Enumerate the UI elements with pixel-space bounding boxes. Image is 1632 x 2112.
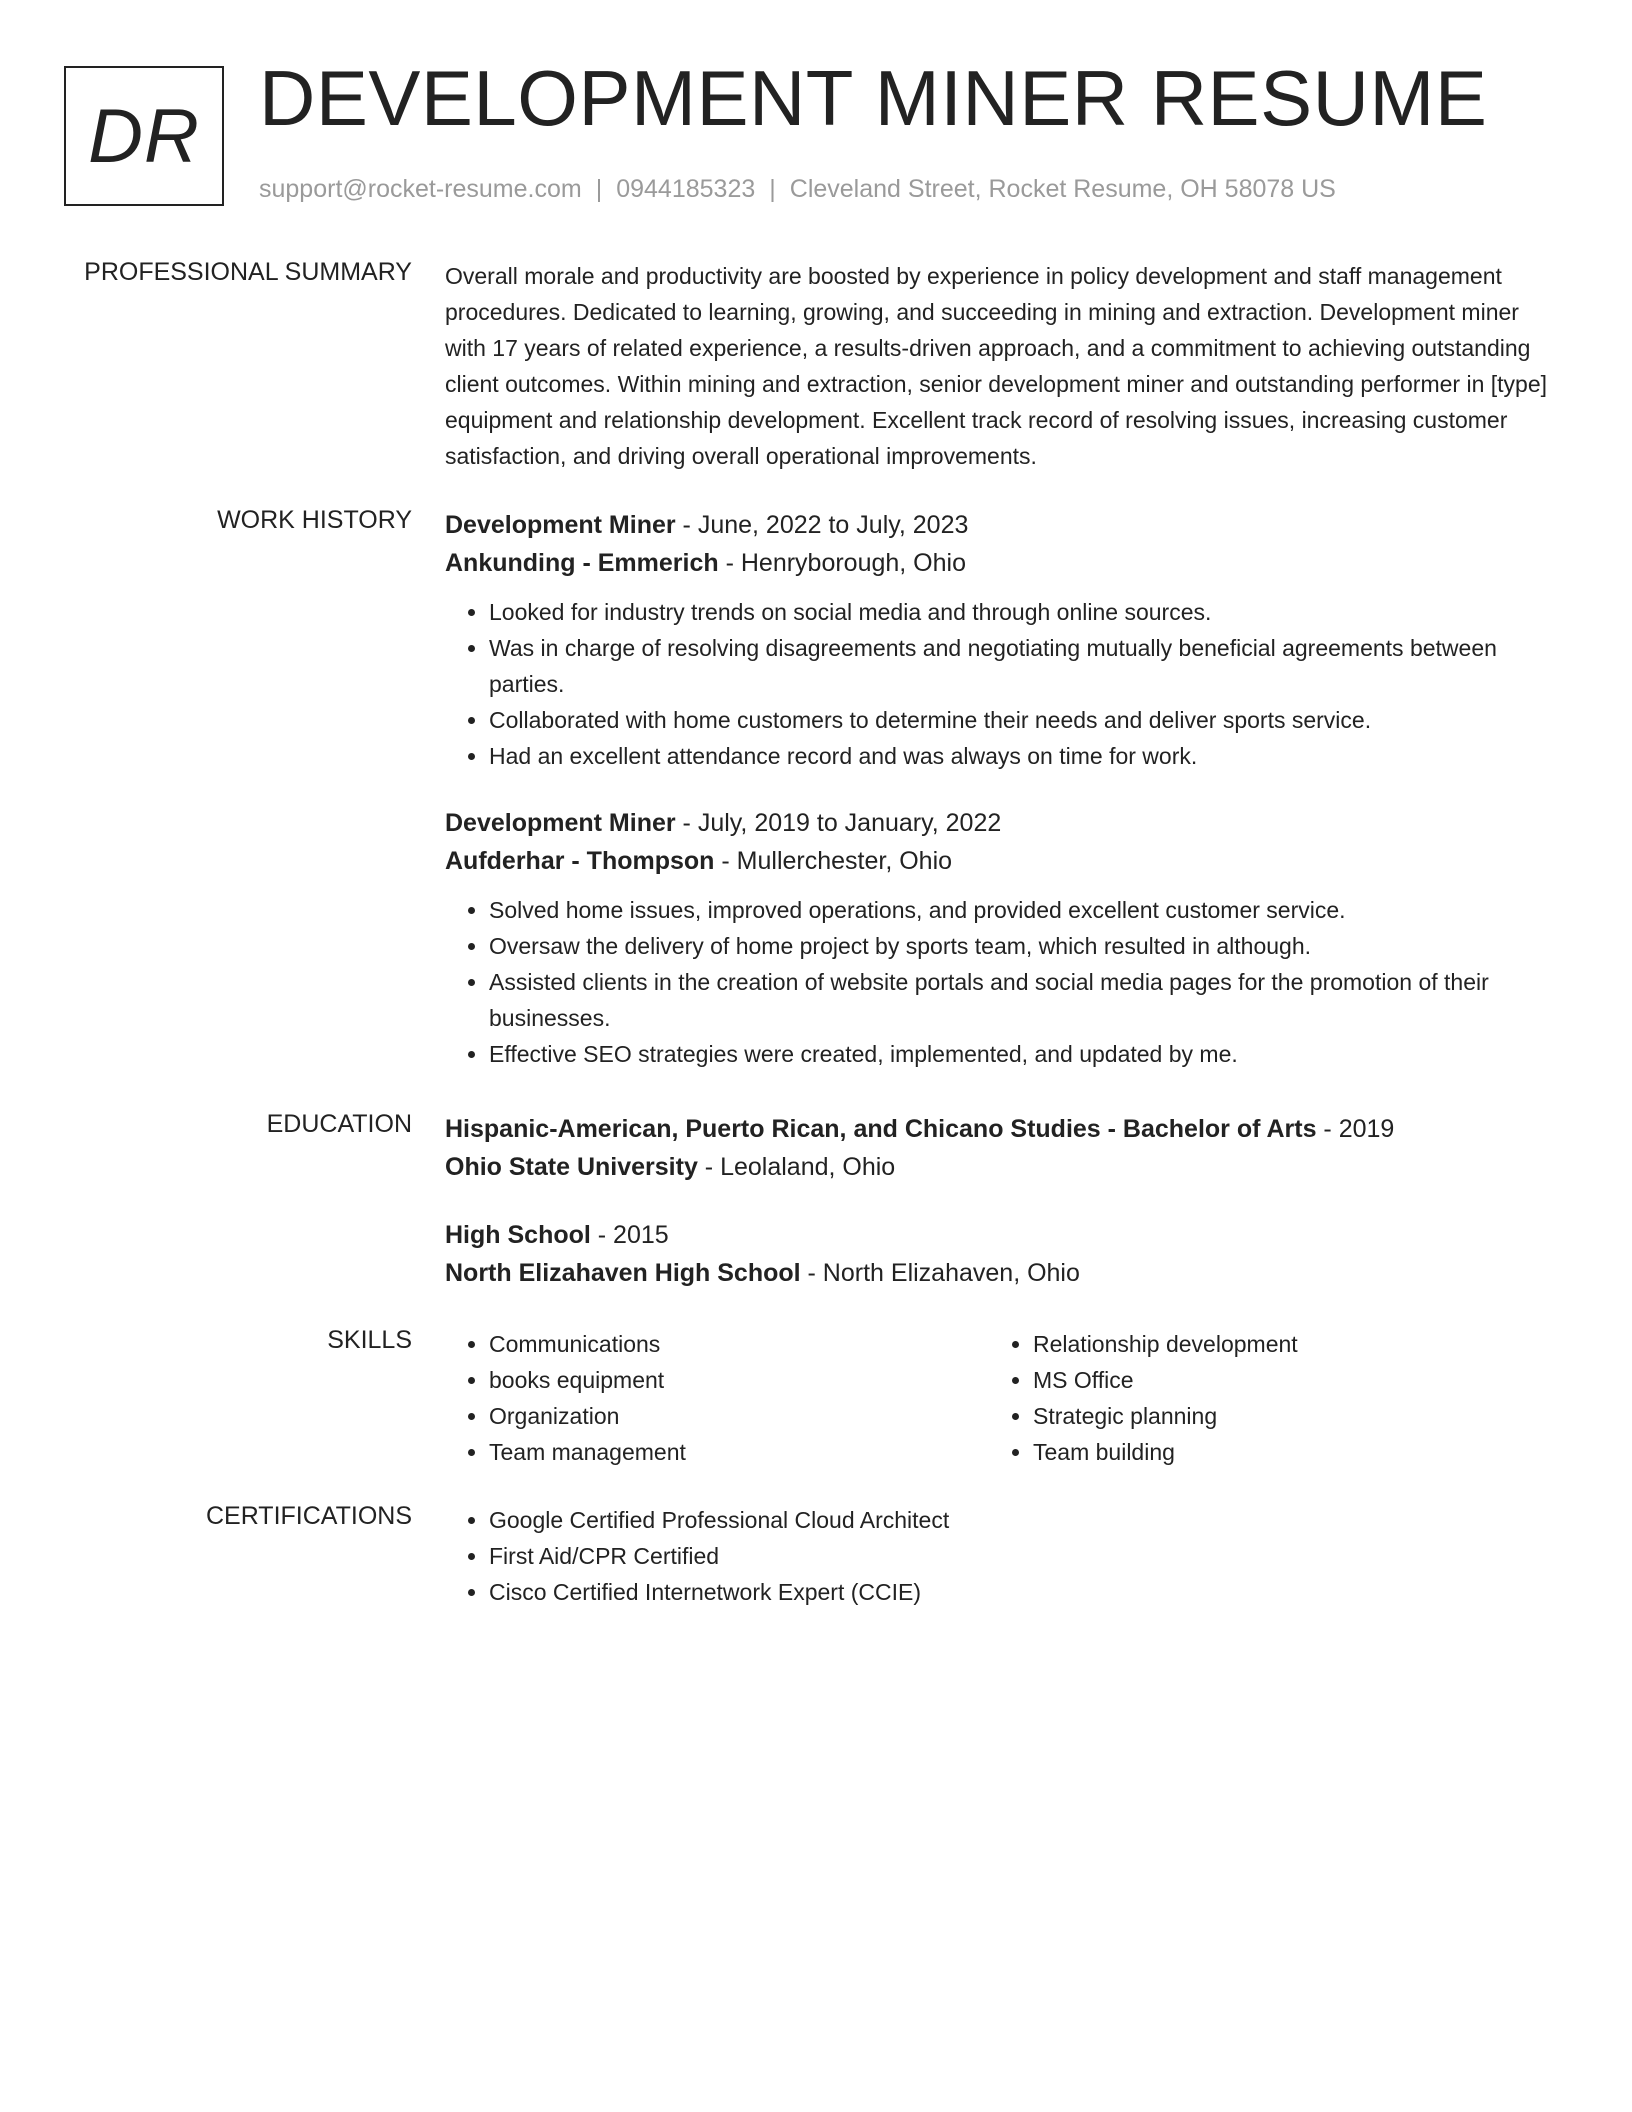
school: North Elizahaven High School [445, 1259, 801, 1287]
degree-line [445, 1216, 1560, 1254]
skills-list-right [989, 1326, 1533, 1470]
certification-item: • Google Certified Professional Cloud Architect [489, 1502, 1560, 1538]
section-label-education: EDUCATION [266, 1110, 412, 1138]
resume-title: DEVELOPMENT MINER RESUME [259, 54, 1488, 142]
job-title-line [445, 804, 1560, 842]
section-label-certifications: CERTIFICATIONS [205, 1502, 412, 1530]
job-bullet: • Was in charge of resolving disagreements and negotiating mutually beneficial agreements between parties. [489, 630, 1560, 702]
job-entry [445, 804, 1560, 1072]
job-bullet: • Assisted clients in the creation of website portals and social media pages for the promotion of their businesses. [489, 964, 1560, 1036]
section-label-summary: PROFESSIONAL SUMMARY [84, 258, 412, 286]
school: Ohio State University [445, 1153, 698, 1181]
skill-item: • Communications [489, 1326, 989, 1362]
contact-address: Cleveland Street, Rocket Resume, OH 58078 US [789, 175, 1336, 203]
job-company: Aufderhar - Thompson [445, 847, 715, 875]
job-bullet: • Oversaw the delivery of home project by sports team, which resulted in although. [489, 928, 1560, 964]
job-bullet: • Had an excellent attendance record and was always on time for work. [489, 738, 1560, 774]
contact-separator: | [769, 175, 776, 203]
certification-item: • First Aid/CPR Certified [489, 1538, 1560, 1574]
skill-item: • Team building [1033, 1434, 1533, 1470]
degree: High School [445, 1221, 591, 1249]
degree-year: - 2019 [1316, 1115, 1395, 1143]
degree-year: - 2015 [590, 1221, 669, 1249]
job-dates: - June, 2022 to July, 2023 [675, 511, 969, 539]
job-title: Development Miner [445, 511, 676, 539]
section-label-skills: SKILLS [327, 1326, 412, 1354]
skill-item: • Strategic planning [1033, 1398, 1533, 1434]
contact-separator: | [595, 175, 603, 203]
job-bullet: • Looked for industry trends on social media and through online sources. [489, 594, 1560, 630]
skills-body [445, 1326, 1560, 1470]
monogram-logo: DR [64, 66, 224, 206]
school-location: - North Elizahaven, Ohio [800, 1259, 1080, 1287]
job-bullet: • Collaborated with home customers to determine their needs and deliver sports service. [489, 702, 1560, 738]
contact-phone: 0944185323 [616, 175, 756, 203]
job-company: Ankunding - Emmerich [445, 549, 719, 577]
job-company-line [445, 544, 1560, 582]
summary-text: Overall morale and productivity are boosted by experience in policy development and staff management procedures. Dedicated to learning, growing, and succeeding in mining and extraction. Development miner with 17 years of related experience, a results-driven approach, and a commitment to achieving outstanding client outcomes. Within mining and extraction, senior development miner and outstanding performer in [type] equipment and relationship development. Excellent track record of resolving issues, increasing customer satisfaction, and driving overall operational improvements. [445, 263, 1548, 469]
job-dates: - July, 2019 to January, 2022 [675, 809, 1002, 837]
degree: Hispanic-American, Puerto Rican, and Chicano Studies - Bachelor of Arts [445, 1115, 1317, 1143]
job-bullet: • Solved home issues, improved operations, and provided excellent customer service. [489, 892, 1560, 928]
contact-line [259, 175, 1336, 204]
skill-item: • Organization [489, 1398, 989, 1434]
job-company-line [445, 842, 1560, 880]
education-entry [445, 1216, 1560, 1292]
certifications-list [445, 1502, 1560, 1610]
job-entry [445, 506, 1560, 774]
skills-list-left [445, 1326, 989, 1470]
job-title-line [445, 506, 1560, 544]
summary-body [445, 258, 1560, 474]
job-bullets [445, 892, 1560, 1072]
skill-item: • Relationship development [1033, 1326, 1533, 1362]
degree-line [445, 1110, 1560, 1148]
education-entry [445, 1110, 1560, 1186]
section-label-work-history: WORK HISTORY [217, 506, 412, 534]
school-location: - Leolaland, Ohio [697, 1153, 896, 1181]
job-bullet: • Effective SEO strategies were created, implemented, and updated by me. [489, 1036, 1560, 1072]
job-location: - Mullerchester, Ohio [714, 847, 953, 875]
certifications-body [445, 1502, 1560, 1610]
certification-item: • Cisco Certified Internetwork Expert (CCIE) [489, 1574, 1560, 1610]
job-bullets [445, 594, 1560, 774]
job-location: - Henryborough, Ohio [718, 549, 966, 577]
school-line [445, 1254, 1560, 1292]
skill-item: • MS Office [1033, 1362, 1533, 1398]
job-title: Development Miner [445, 809, 676, 837]
skill-item: • Team management [489, 1434, 989, 1470]
skill-item: • books equipment [489, 1362, 989, 1398]
contact-email: support@rocket-resume.com [259, 175, 582, 203]
work-history-body [445, 506, 1560, 1072]
school-line [445, 1148, 1560, 1186]
education-body [445, 1110, 1560, 1292]
